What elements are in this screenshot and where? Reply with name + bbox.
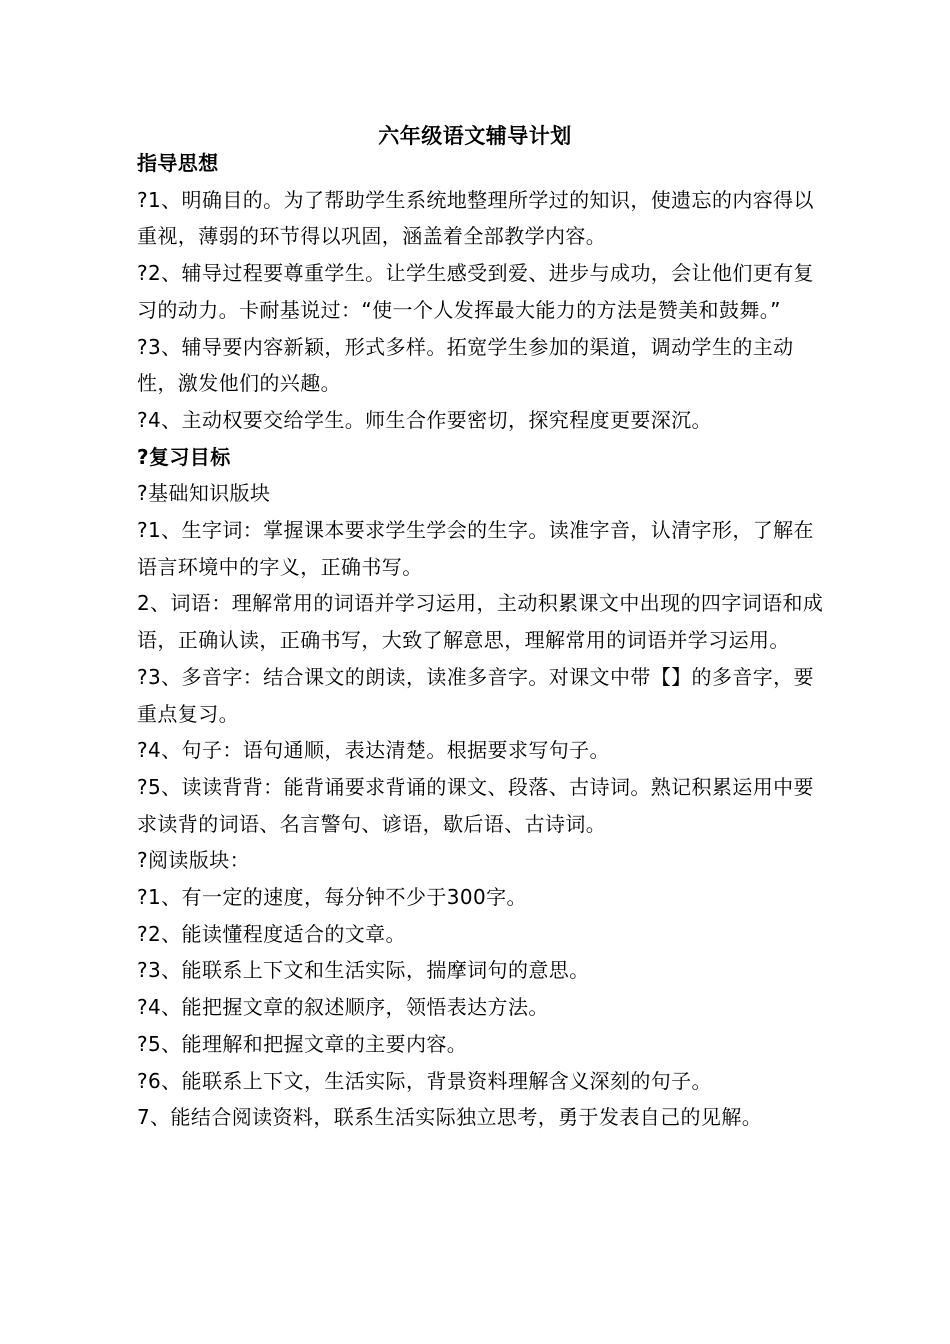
paragraph: ?1、生字词：掌握课本要求学生学会的生字。读准字音，认清字形，了解在语言环境中的字义，正确书写。 — [137, 518, 814, 579]
paragraph: ?5、读读背背：能背诵要求背诵的课文、段落、古诗词。熟记积累运用中要求读背的词语、名言警句、谚语，歇后语、古诗词。 — [137, 774, 814, 836]
paragraph: ?1、明确目的。为了帮助学生系统地整理所学过的知识，使遗忘的内容得以重视，薄弱的环节得以巩固，涵盖着全部教学内容。 — [137, 187, 814, 249]
paragraph: ?6、能联系上下文，生活实际，背景资料理解含义深刻的句子。 — [137, 1068, 712, 1093]
document-body — [137, 145, 827, 1136]
paragraph: ?1、有一定的速度，每分钟不少于300字。 — [137, 885, 527, 910]
paragraph: 2、词语：理解常用的词语并学习运用，主动积累课文中出现的四字词语和成语，正确认读，正确书写，大致了解意思，理解常用的词语并学习运用。 — [137, 591, 824, 653]
paragraph: ?2、辅导过程要尊重学生。让学生感受到爱、进步与成功，会让他们更有复习的动力。卡耐基说过：“使一个人发挥最大能力的方法是赞美和鼓舞。” — [137, 261, 814, 322]
paragraph: ?3、能联系上下文和生活实际，揣摩词句的意思。 — [137, 958, 590, 983]
paragraph: ?4、主动权要交给学生。师生合作要密切，探究程度更要深沉。 — [137, 407, 712, 432]
section-heading-guiding-principles: 指导思想 — [137, 151, 219, 175]
paragraph: ?2、能读懂程度适合的文章。 — [137, 921, 406, 946]
paragraph: ?3、辅导要内容新颖，形式多样。拓宽学生参加的渠道，调动学生的主动性，激发他们的兴趣。 — [137, 334, 794, 396]
paragraph: 7、能结合阅读资料，联系生活实际独立思考，勇于发表自己的见解。 — [137, 1105, 763, 1130]
paragraph: ?4、能把握文章的叙述顺序，领悟表达方法。 — [137, 995, 549, 1020]
subsection-heading-basic-knowledge: ?基础知识版块 — [137, 481, 271, 506]
document-title: 六年级语文辅导计划 — [378, 124, 572, 148]
paragraph: ?4、句子：语句通顺，表达清楚。根据要求写句子。 — [137, 738, 610, 763]
paragraph: ?5、能理解和把握文章的主要内容。 — [137, 1031, 468, 1056]
paragraph: ?3、多音字：结合课文的朗读，读准多音字。对课文中带【】的多音字，要重点复习。 — [137, 664, 814, 726]
section-heading-review-goals: ?复习目标 — [137, 444, 231, 469]
subsection-heading-reading: ?阅读版块： — [137, 848, 251, 873]
